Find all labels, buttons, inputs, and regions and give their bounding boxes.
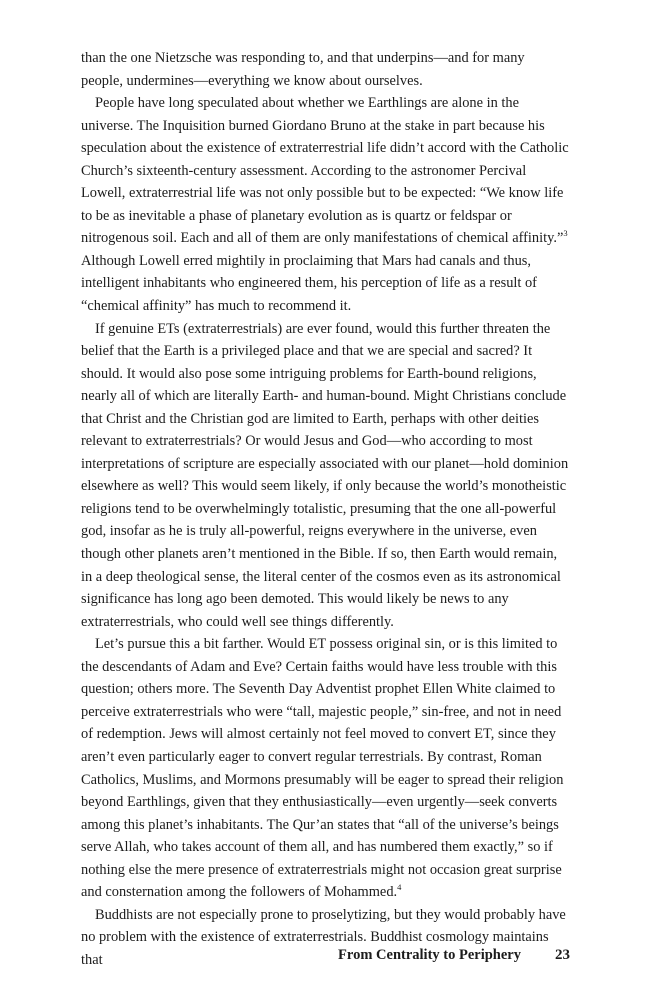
running-title: From Centrality to Periphery [338,946,521,963]
paragraph-text: People have long speculated about whether we Earthlings are alone in the universe. The Inquisition burned Giordano Bruno at the stake in part because his speculation about the existence of extraterrestrial life didn’t accord with the Catholic Church’s sixteenth-century assessment. According to the astronomer Percival Lowell, extraterrestrial life was not only possible but to be expected: “We know life to be as inevitable a phase of planetary evolution as is quartz or feldspar or nitrogenous soil. Each and all of them are only manifestations of chemical affinity.” [81,95,569,247]
paragraph-lowell [81,92,569,317]
paragraph-buddhists: Buddhists are not especially prone to proselytizing, but they would probably have no problem with the existence of extraterrestrials. Buddhist cosmology maintains that [81,906,566,968]
paragraph-ets: If genuine ETs (extraterrestrials) are ever found, would this further threaten the belief that the Earth is a privileged place and that we are special and sacred? It should. It would also pose some intriguing problems for Earth-bound religions, nearly all of which are literally Earth- and human-bound. Might Christians conclude that Christ and the Christian god are limited to Earth, perhaps with other deities relevant to extraterrestrials? Or would Jesus and God—who according to most interpretations of scripture are especially associated with our planet—hold dominion elsewhere as well? This would seem likely, if only because the world’s monotheistic religions tend to be overwhelmingly totalistic, presuming that the one all-powerful god, insofar as he is truly all-powerful, reigns everywhere in the universe, even though other planets aren’t mentioned in the Bible. If so, then Earth would remain, in a deep theological sense, the literal center of the cosmos even as its astronomical significance has long ago been demoted. This would likely be news to any extraterrestrials, who could well see things differently. [81,320,569,630]
footnote-marker: 4 [397,882,402,893]
body-text [81,47,569,971]
page-number: 23 [555,946,570,963]
page-footer [300,944,570,966]
paragraph-continuation: than the one Nietzsche was responding to, and that underpins—and for many people, undermines—everything we know about ourselves. [81,50,525,89]
paragraph-original-sin [81,633,569,904]
paragraph-text-after: Although Lowell erred mightily in proclaiming that Mars had canals and thus, intelligent inhabitants who engineered them, his perception of life as a result of “chemical affinity” has much to recommend it. [81,252,537,315]
footnote-marker: 3 [563,228,568,239]
paragraph-text: Let’s pursue this a bit farther. Would ET possess original sin, or is this limited to the descendants of Adam and Eve? Certain faiths would have less trouble with this question; others more. The Seventh Day Adventist prophet Ellen White claimed to perceive extraterrestrials who were “tall, majestic people,” sin-free, and not in need of redemption. Jews will almost certainly not feel moved to convert ET, since they aren’t even particularly eager to convert regular terrestrials. By contrast, Roman Catholics, Muslims, and Mormons presumably will be eager to spread their religion beyond Earthlings, given that they enthusiastically—even urgently—seek converts among this planet’s inhabitants. The Qur’an states that “all of the universe’s beings serve Allah, who takes account of them all, and has numbered them exactly,” so if nothing else the mere presence of extraterrestrials might not occasion great surprise and consternation among the followers of Mohammed. [81,636,564,901]
